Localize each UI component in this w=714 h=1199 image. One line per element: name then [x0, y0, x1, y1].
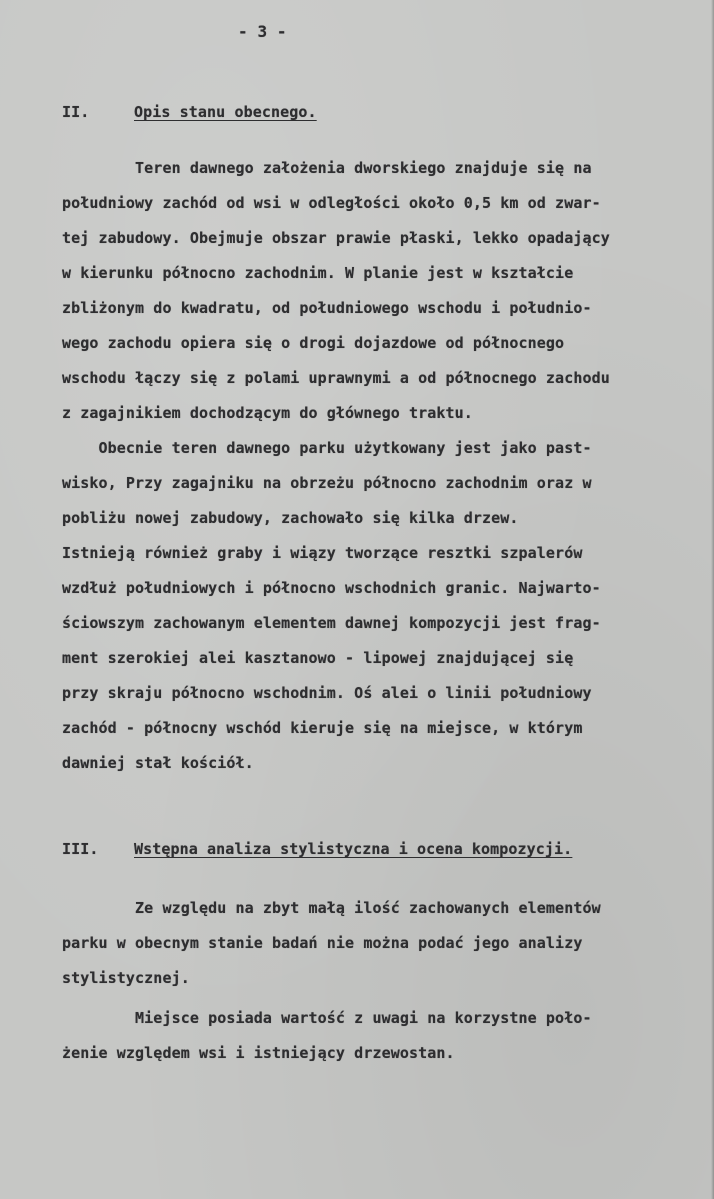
section-3-number: III. — [62, 840, 99, 858]
section-3-line: parku w obecnym stanie badań nie można podać jego analizy — [62, 934, 583, 952]
section-2-line: ment szerokiej alei kasztanowo - lipowej znajdującej się — [62, 649, 574, 667]
section-2-line: pobliżu nowej zabudowy, zachowało się kilka drzew. — [62, 509, 519, 527]
section-2-line: dawniej stał kościół. — [62, 754, 254, 772]
section-2-line: z zagajnikiem dochodzącym do głównego traktu. — [62, 404, 473, 422]
section-2-title: Opis stanu obecnego. — [134, 103, 317, 121]
section-2-line: Istnieją również graby i wiązy tworzące resztki szpalerów — [62, 544, 583, 562]
section-2-line: Obecnie teren dawnego parku użytkowany jest jako past- — [62, 439, 592, 457]
section-2-line: zachód - północny wschód kieruje się na miejsce, w którym — [62, 719, 583, 737]
section-2-line: południowy zachód od wsi w odległości około 0,5 km od zwar- — [62, 194, 601, 212]
section-3-title: Wstępna analiza stylistyczna i ocena kompozycji. — [134, 840, 573, 858]
section-2-number: II. — [62, 103, 90, 121]
section-2-line: Teren dawnego założenia dworskiego znajduje się na — [62, 159, 592, 177]
section-3-line: Ze względu na zbyt małą ilość zachowanych elementów — [62, 899, 601, 917]
section-2-heading — [62, 103, 317, 121]
section-2-line: wschodu łączy się z polami uprawnymi a od północnego zachodu — [62, 369, 610, 387]
section-2-line: wisko, Przy zagajniku na obrzeżu północno zachodnim oraz w — [62, 474, 592, 492]
section-2-line: przy skraju północno wschodnim. Oś alei o linii południowy — [62, 684, 592, 702]
section-3-line: stylistycznej. — [62, 969, 190, 987]
section-2-line: w kierunku północno zachodnim. W planie jest w kształcie — [62, 264, 574, 282]
section-3-line: żenie względem wsi i istniejący drzewostan. — [62, 1044, 455, 1062]
section-3-line: Miejsce posiada wartość z uwagi na korzystne poło- — [62, 1009, 592, 1027]
section-3-heading — [62, 840, 572, 858]
section-2-line: wego zachodu opiera się o drogi dojazdowe od północnego — [62, 334, 565, 352]
section-2-line: ściowszym zachowanym elementem dawnej kompozycji jest frag- — [62, 614, 601, 632]
section-2-line: tej zabudowy. Obejmuje obszar prawie płaski, lekko opadający — [62, 229, 610, 247]
page-number: - 3 - — [238, 22, 287, 41]
section-2-line: zbliżonym do kwadratu, od południowego wschodu i południo- — [62, 299, 592, 317]
section-2-line: wzdłuż południowych i północno wschodnich granic. Najwarto- — [62, 579, 601, 597]
